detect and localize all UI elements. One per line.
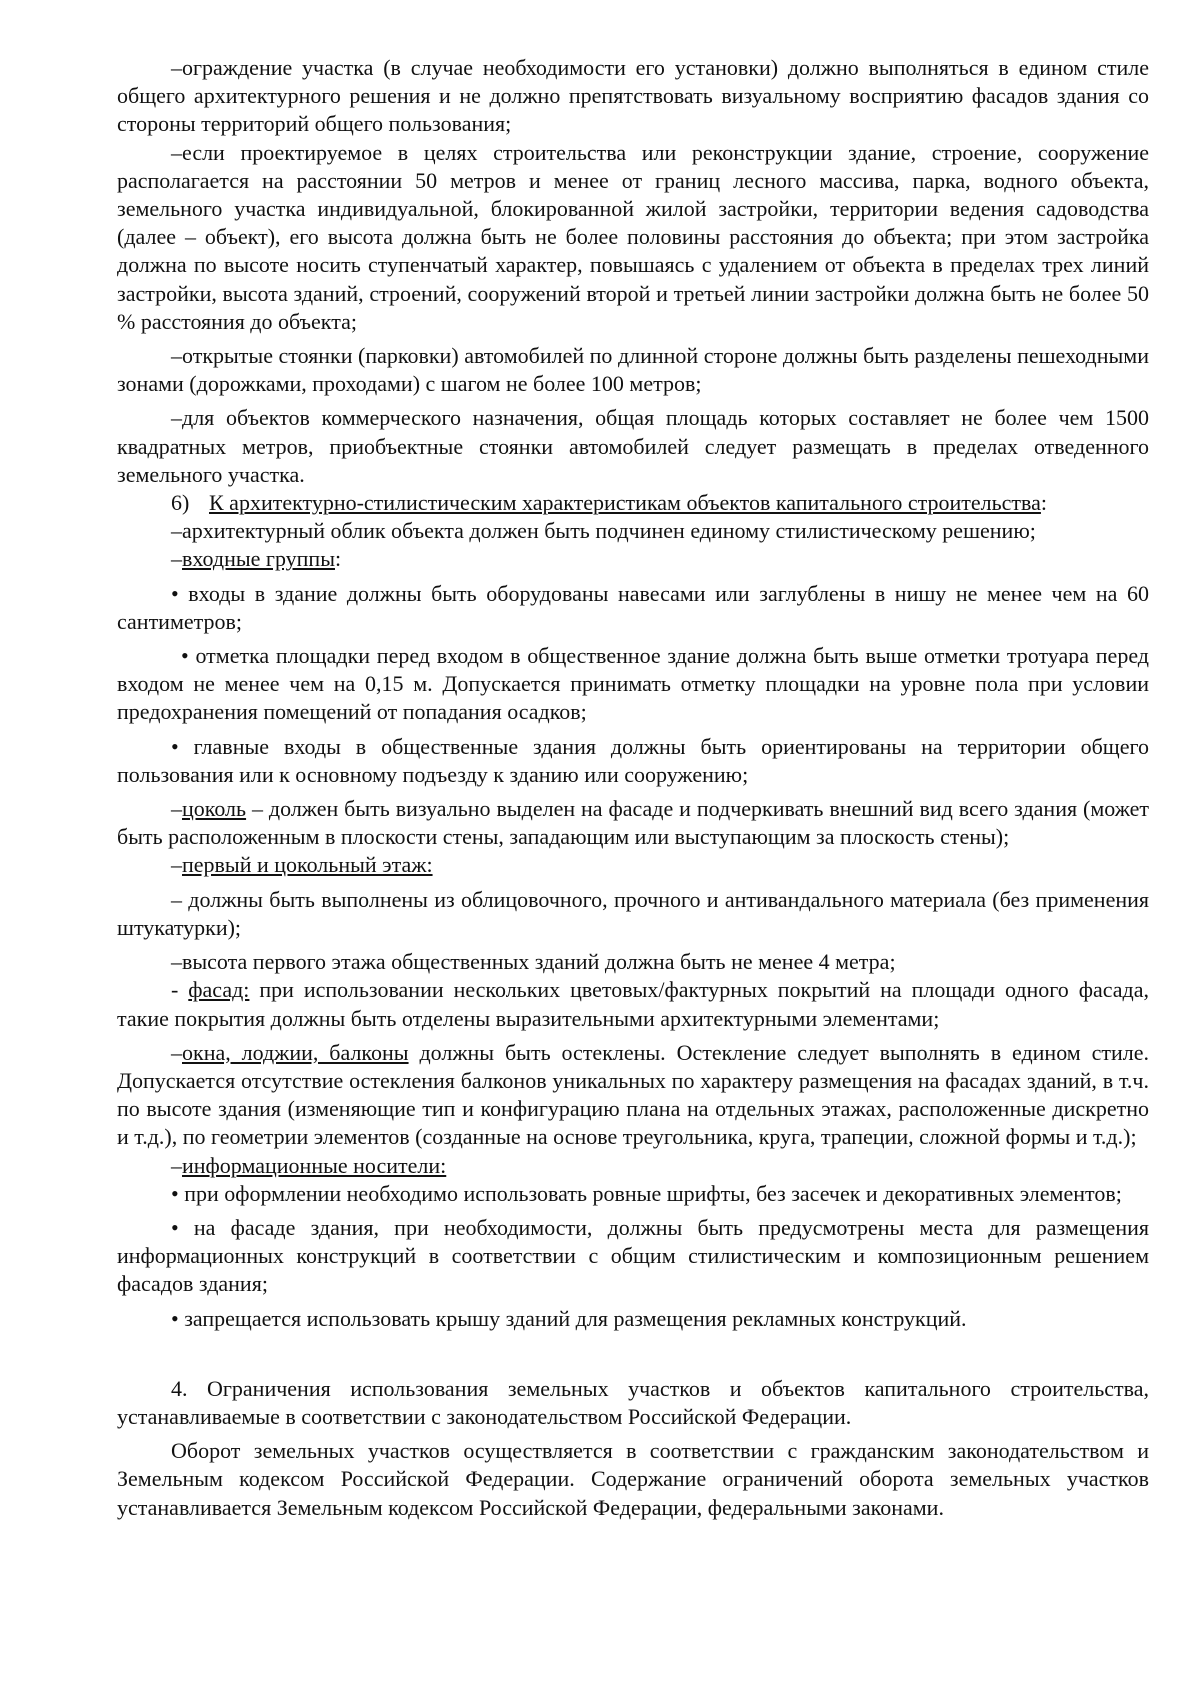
bullet-platform: • отметка площадки перед входом в общественное здание должна быть выше отметки тротуара перед входом не менее чем на 0,15 м. Допускается принимать отметку площадки на уровне пола при условии предохранения помещений от попадания осадков; [117,643,1149,725]
dash: - [171,977,189,1003]
dash: – [171,796,182,822]
paragraph-entrance-groups [117,545,1149,573]
facade-text: при использовании нескольких цветовых/фактурных покрытий на площади одного фасада, такие покрытия должны быть отделены выразительными архитектурными элементами; [117,977,1149,1031]
paragraph-fencing: –ограждение участка (в случае необходимости его установки) должно выполняться в едином стиле общего архитектурного решения и не должно препятствовать визуальному восприятию фасадов здания со стороны территорий общего пользования; [117,55,1149,137]
info-carriers-label: информационные носители: [182,1152,447,1178]
plinth-text: – должен быть визуально выделен на фасаде и подчеркивать внешний вид всего здания (может быть расположенным в плоскости стены, западающим или выступающим за плоскость стены); [117,796,1149,850]
bullet-canopies: • входы в здание должны быть оборудованы навесами или заглублены в нишу не менее чем на 60 сантиметров; [117,580,1149,634]
paragraph-height-limit: –если проектируемое в целях строительства или реконструкции здание, строение, сооружение располагается на расстоянии 50 метров и менее от границ лесного массива, парка, водного объекта, земельного участка индивидуальной, блокированной жилой застройки, территории ведения садоводства (далее – объект), его высота должна быть не более половины расстояния до объекта; при этом застройка должна по высоте носить ступенчатый характер, повышаясь с удалением от объекта в пределах трех линий застройки, высота зданий, строений, сооружений второй и третьей линии застройки должна быть не более 50 % расстояния до объекта; [117,139,1149,334]
paragraph-glazing [117,1039,1149,1152]
bullet-info-places: • на фасаде здания, при необходимости, должны быть предусмотрены места для размещения информационных конструкций в соответствии с общим стилистическим и композиционным решением фасадов здания; [117,1214,1149,1297]
glazing-label: окна, лоджии, балконы [182,1039,409,1065]
section-6-heading [117,489,1149,517]
first-floor-label: первый и цокольный этаж: [182,852,433,878]
paragraph-floor-height: –высота первого этажа общественных зданий должна быть не менее 4 метра; [171,949,896,975]
entrance-groups-label: входные группы [182,546,335,572]
facade-label: фасад: [188,977,250,1003]
dash: – [171,1152,182,1178]
section-number: 6) [171,490,190,516]
dash: – [171,1039,182,1065]
glazing-text: должны быть остеклены. Остекление следует выполнять в едином стиле. Допускается отсутствие остекления балконов уникальных по характеру размещения на фасадах зданий, в т.ч. по высоте здания (изменяющие тип и конфигурацию плана на отдельных этажах, расположенные дискретно и т.д.), по геометрии элементов (созданные на основе треугольника, круга, трапеции, сложной формы и т.д.); [117,1039,1149,1150]
paragraph-parking: –открытые стоянки (парковки) автомобилей по длинной стороне должны быть разделены пешеходными зонами (дорожками, проходами) с шагом не более 100 метров; [117,343,1149,397]
plinth-label: цоколь [182,796,247,822]
bullet-fonts: • при оформлении необходимо использовать ровные шрифты, без засечек и декоративных элементов; [171,1180,1122,1206]
paragraph-commercial: –для объектов коммерческого назначения, общая площадь которых составляет не более чем 1500 квадратных метров, приобъектные стоянки автомобилей следует размещать в пределах отведенного земельного участка. [117,405,1149,487]
paragraph-facade [117,976,1149,1032]
dash: – [171,546,182,572]
paragraph-land-turnover: Оборот земельных участков осуществляется в соответствии с гражданским законодательством и Земельным кодексом Российской Федерации. Содержание ограничений оборота земельных участков устанавливается Земельным кодексом Российской Федерации, федеральными законами. [117,1438,1149,1520]
dash: – [171,852,182,878]
section-6-colon: : [1040,490,1048,516]
paragraph-info-carriers [117,1152,1149,1180]
document-page [117,54,1149,1522]
bullet-roof-ads: • запрещается использовать крышу зданий для размещения рекламных конструкций. [171,1305,967,1331]
paragraph-cladding: – должны быть выполнены из облицовочного, прочного и антивандального материала (без применения штукатурки); [117,886,1149,940]
bullet-main-entrances: • главные входы в общественные здания должны быть ориентированы на территории общего пользования или к основному подъезду к зданию или сооружению; [117,733,1149,787]
section-6-title: К архитектурно-стилистическим характеристикам объектов капитального строительства [209,490,1041,516]
section-4-heading: 4. Ограничения использования земельных участков и объектов капитального строительства, устанавливаемые в соответствии с законодательством Российской Федерации. [117,1375,1149,1429]
paragraph-plinth [117,795,1149,851]
paragraph-first-floor [117,851,1149,879]
colon: : [335,546,342,572]
paragraph-style: –архитектурный облик объекта должен быть подчинен единому стилистическому решению; [171,518,1036,544]
